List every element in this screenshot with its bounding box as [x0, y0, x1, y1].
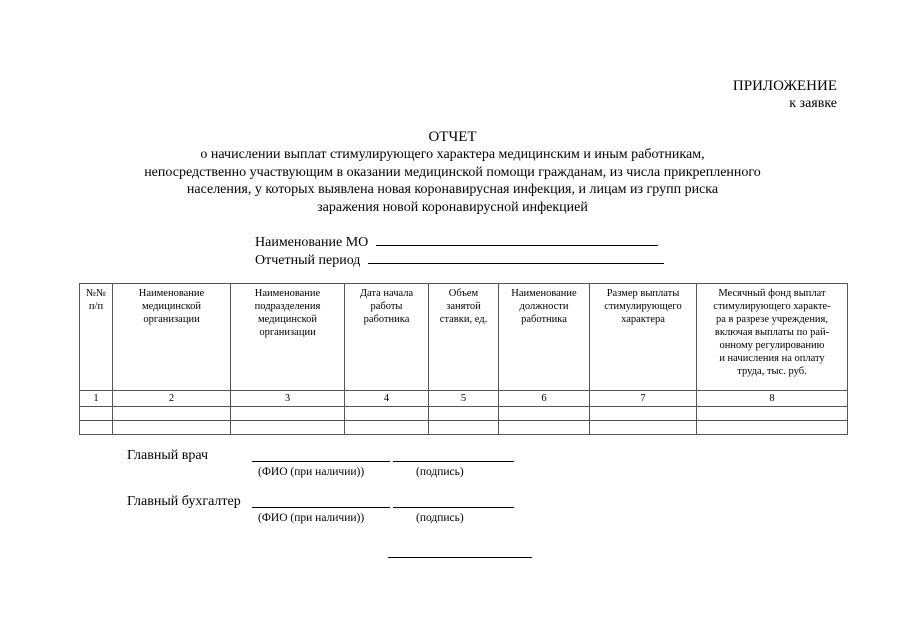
signature-caption: (подпись)	[416, 466, 464, 478]
empty-cell[interactable]	[231, 407, 345, 421]
empty-cell[interactable]	[697, 407, 848, 421]
header-line: п/п	[88, 301, 104, 312]
header-cell	[590, 284, 697, 391]
header-line: Дата начала	[359, 288, 414, 299]
report-subtitle-line: заражения новой коронавирусной инфекцией	[317, 199, 588, 215]
header-cell	[499, 284, 590, 391]
column-number: 1	[80, 391, 113, 407]
report-period-blank[interactable]	[368, 250, 664, 264]
report-period-field	[255, 250, 664, 270]
report-subtitle-line: населения, у которых выявлена новая коронавирусная инфекция, и лицам из групп риска	[186, 182, 719, 197]
fio-caption: (ФИО (при наличии))	[258, 466, 365, 478]
empty-cell[interactable]	[499, 407, 590, 421]
header-line: организации	[259, 327, 316, 338]
table-row	[80, 421, 848, 435]
chief-accountant-signature-line[interactable]	[393, 507, 514, 508]
header-cell	[697, 284, 848, 391]
report-subtitle-line: непосредственно участвующим в оказании медицинской помощи гражданам, из числа прикрепленного	[144, 164, 761, 180]
mo-name-blank[interactable]	[376, 232, 658, 246]
table-header-row	[80, 284, 848, 391]
mo-name-field	[255, 232, 658, 252]
appendix-title: ПРИЛОЖЕНИЕ	[732, 78, 837, 94]
empty-cell[interactable]	[429, 421, 499, 435]
header-line: медицинской	[257, 314, 318, 325]
header-line: №№	[85, 288, 107, 299]
header-line: Размер выплаты	[606, 288, 680, 299]
header-line: и начисления на оплату	[719, 353, 825, 364]
header-cell	[113, 284, 231, 391]
column-number: 3	[231, 391, 345, 407]
header-line: Наименование	[254, 288, 321, 299]
header-line: занятой	[446, 301, 481, 312]
header-line: медицинской	[141, 301, 202, 312]
chief-doctor-fio-line[interactable]	[252, 461, 390, 462]
column-number: 5	[429, 391, 499, 407]
header-cell	[231, 284, 345, 391]
header-line: онному регулированию	[719, 340, 825, 351]
header-line: работы	[370, 301, 403, 312]
chief-accountant-label: Главный бухгалтер	[127, 494, 241, 509]
header-line: организации	[143, 314, 200, 325]
signature-caption: (подпись)	[416, 512, 464, 524]
header-line: Наименование	[511, 288, 577, 299]
column-number: 8	[697, 391, 848, 407]
report-title-block	[0, 128, 905, 216]
fio-caption: (ФИО (при наличии))	[258, 512, 365, 524]
report-title: ОТЧЕТ	[428, 129, 477, 145]
column-number: 6	[499, 391, 590, 407]
column-number: 7	[590, 391, 697, 407]
empty-cell[interactable]	[590, 421, 697, 435]
empty-cell[interactable]	[113, 407, 231, 421]
empty-cell[interactable]	[80, 407, 113, 421]
header-line: ра в разрезе учреждения,	[715, 314, 829, 325]
column-number-row	[80, 391, 848, 407]
header-line: должности	[519, 301, 569, 312]
mo-name-label: Наименование МО	[255, 235, 369, 250]
header-cell	[429, 284, 499, 391]
header-line: стимулирующего характе-	[713, 301, 831, 312]
header-line: ставки, ед.	[439, 314, 488, 325]
header-line: работника	[521, 314, 567, 325]
header-line: Объем	[448, 288, 479, 299]
header-line: Наименование	[138, 288, 205, 299]
appendix-header	[733, 77, 837, 113]
header-line: характера	[621, 314, 665, 325]
empty-cell[interactable]	[697, 421, 848, 435]
empty-cell[interactable]	[345, 407, 429, 421]
empty-cell[interactable]	[429, 407, 499, 421]
header-line: Месячный фонд выплат	[718, 288, 826, 299]
header-cell	[80, 284, 113, 391]
column-number: 4	[345, 391, 429, 407]
header-line: стимулирующего	[604, 301, 682, 312]
report-subtitle-line: о начислении выплат стимулирующего характера медицинским и иным работникам,	[200, 147, 705, 162]
report-table	[79, 283, 848, 435]
header-cell	[345, 284, 429, 391]
closing-separator-line	[388, 557, 532, 558]
header-line: работника	[363, 314, 410, 325]
chief-doctor-signature-line[interactable]	[393, 461, 514, 462]
empty-cell[interactable]	[113, 421, 231, 435]
empty-cell[interactable]	[499, 421, 590, 435]
column-number: 2	[113, 391, 231, 407]
empty-cell[interactable]	[80, 421, 113, 435]
chief-accountant-fio-line[interactable]	[252, 507, 390, 508]
empty-cell[interactable]	[590, 407, 697, 421]
empty-cell[interactable]	[345, 421, 429, 435]
empty-cell[interactable]	[231, 421, 345, 435]
table-row	[80, 407, 848, 421]
header-line: подразделения	[254, 301, 321, 312]
chief-doctor-label: Главный врач	[127, 448, 209, 463]
header-line: труда, тыс. руб.	[737, 366, 807, 377]
appendix-subtitle: к заявке	[789, 96, 837, 111]
report-period-label: Отчетный период	[255, 253, 361, 268]
header-line: включая выплаты по рай-	[714, 327, 830, 338]
